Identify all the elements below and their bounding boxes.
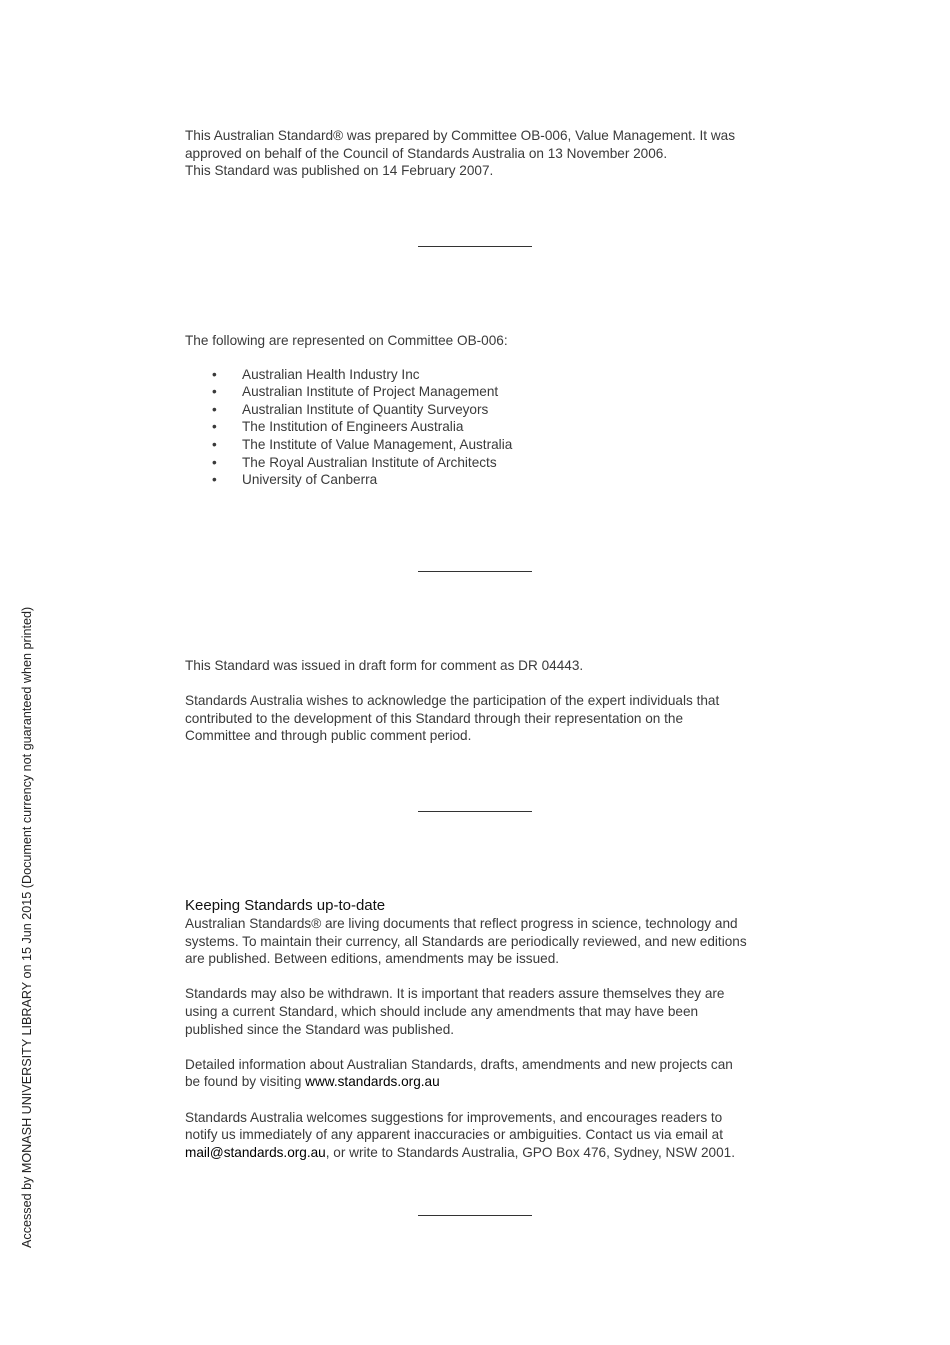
- bullet-icon: •: [212, 366, 217, 382]
- acknowledgement-paragraph: [185, 692, 785, 745]
- paragraph-line: using a current Standard, which should include any amendments that may have been: [185, 1003, 699, 1019]
- committee-intro: The following are represented on Committee OB-006:: [185, 333, 508, 348]
- list-item: [185, 366, 785, 384]
- committee-section: [185, 332, 785, 489]
- withdrawn-paragraph: [185, 985, 785, 1038]
- paragraph-line: Standards may also be withdrawn. It is important that readers assure themselves they are: [185, 986, 725, 1002]
- acknowledgement-line: Committee and through public comment period.: [185, 728, 472, 744]
- acknowledgement-line: contributed to the development of this Standard through their representation on the: [185, 710, 684, 726]
- member-name: Australian Institute of Quantity Surveyors: [242, 401, 489, 417]
- contact-paragraph: [185, 1109, 785, 1162]
- uptodate-section: [185, 897, 785, 1161]
- member-name: University of Canberra: [242, 472, 378, 488]
- section-divider: [418, 811, 532, 812]
- member-name: The Institution of Engineers Australia: [242, 419, 464, 435]
- member-name: Australian Institute of Project Management: [242, 384, 499, 400]
- list-item: [185, 436, 785, 454]
- section-divider: [418, 246, 532, 247]
- living-documents-paragraph: [185, 915, 785, 968]
- list-item: [185, 471, 785, 489]
- draft-notice: This Standard was issued in draft form for comment as DR 04443.: [185, 658, 584, 673]
- bullet-icon: •: [212, 454, 217, 470]
- approval-line: approved on behalf of the Council of Standards Australia on 13 November 2006.: [185, 145, 668, 161]
- publication-line: This Standard was published on 14 February 2007.: [185, 163, 494, 179]
- email-link[interactable]: mail@standards.org.au: [185, 1144, 326, 1160]
- paragraph-line: systems. To maintain their currency, all Standards are periodically reviewed, and new editions: [185, 933, 747, 949]
- paragraph-line: notify us immediately of any apparent inaccuracies or ambiguities. Contact us via email at: [185, 1127, 723, 1143]
- draft-section: [185, 657, 785, 745]
- bullet-icon: •: [212, 419, 217, 435]
- bullet-icon: •: [212, 384, 217, 400]
- preparation-line: This Australian Standard® was prepared by Committee OB-006, Value Management. It was: [185, 128, 736, 143]
- member-name: Australian Health Industry Inc: [242, 366, 420, 382]
- website-link[interactable]: www.standards.org.au: [305, 1074, 440, 1090]
- section-divider: [418, 571, 532, 572]
- paragraph-line: Standards Australia welcomes suggestions for improvements, and encourages readers to: [185, 1109, 723, 1125]
- paragraph-line: [185, 1073, 785, 1091]
- list-item: [185, 401, 785, 419]
- paragraph-line: Detailed information about Australian Standards, drafts, amendments and new projects can: [185, 1056, 733, 1072]
- list-item: [185, 418, 785, 436]
- paragraph-line: Australian Standards® are living documents that reflect progress in science, technology and: [185, 916, 738, 931]
- member-name: The Institute of Value Management, Australia: [242, 436, 513, 452]
- list-item: [185, 454, 785, 472]
- bullet-icon: •: [212, 436, 217, 452]
- member-name: The Royal Australian Institute of Architects: [242, 454, 497, 470]
- preparation-notice: [185, 127, 785, 180]
- paragraph-text: be found by visiting: [185, 1074, 306, 1090]
- paragraph-text: , or write to Standards Australia, GPO Box 476, Sydney, NSW 2001.: [325, 1144, 736, 1160]
- bullet-icon: •: [212, 401, 217, 417]
- access-watermark: Accessed by MONASH UNIVERSITY LIBRARY on 15 Jun 2015 (Document currency not guaranteed when printed): [20, 606, 34, 1248]
- committee-member-list: [185, 366, 785, 489]
- paragraph-line: are published. Between editions, amendments may be issued.: [185, 951, 560, 967]
- acknowledgement-line: Standards Australia wishes to acknowledge the participation of the expert individuals that: [185, 693, 720, 709]
- section-divider: [418, 1215, 532, 1216]
- paragraph-line: [185, 1144, 785, 1162]
- paragraph-line: published since the Standard was published.: [185, 1021, 455, 1037]
- bullet-icon: •: [212, 472, 217, 488]
- list-item: [185, 383, 785, 401]
- section-heading: Keeping Standards up-to-date: [185, 897, 386, 914]
- information-paragraph: [185, 1056, 785, 1091]
